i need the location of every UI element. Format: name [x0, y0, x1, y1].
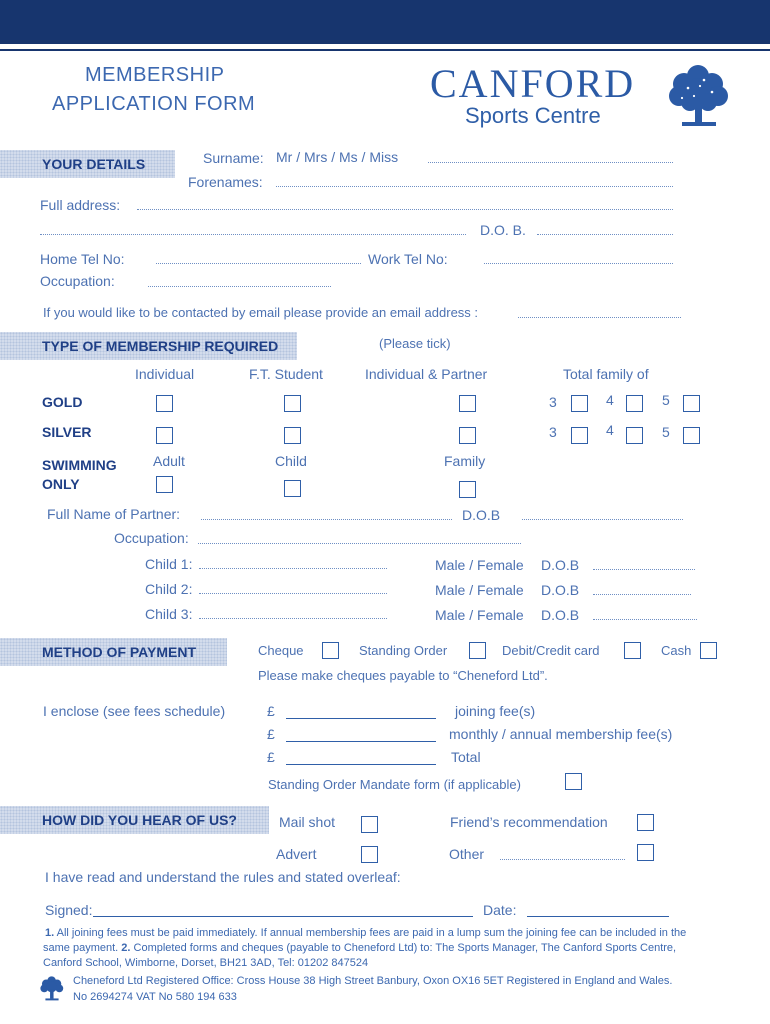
gold-partner-checkbox[interactable]	[459, 395, 476, 412]
silver-individual-checkbox[interactable]	[156, 427, 173, 444]
email-prompt: If you would like to be contacted by email please provide an email address :	[43, 305, 479, 320]
swim-adult-label: Adult	[153, 453, 185, 469]
surname-label: Surname:	[203, 150, 264, 166]
work-tel-field[interactable]	[484, 263, 673, 264]
monthly-fee-label: monthly / annual membership fee(s)	[449, 726, 673, 742]
work-tel-label: Work Tel No:	[368, 251, 448, 267]
surname-field[interactable]	[428, 162, 673, 163]
card-checkbox[interactable]	[624, 642, 641, 659]
form-title-line1: MEMBERSHIP	[85, 64, 225, 86]
gold-family-3-checkbox[interactable]	[571, 395, 588, 412]
section-title: YOUR DETAILS	[42, 156, 146, 172]
swim-adult-checkbox[interactable]	[156, 476, 173, 493]
swim-child-checkbox[interactable]	[284, 480, 301, 497]
family-4-label: 4	[606, 392, 614, 408]
top-rule	[0, 49, 770, 51]
silver-family-5-checkbox[interactable]	[683, 427, 700, 444]
family-5-label: 5	[662, 392, 670, 408]
logo-wordmark: CANFORD	[430, 61, 636, 106]
family-5-label: 5	[662, 424, 670, 440]
col-student: F.T. Student	[249, 366, 323, 382]
row-gold: GOLD	[42, 394, 83, 410]
row-swimming-only: ONLY	[42, 476, 80, 492]
address-field-line2[interactable]	[40, 234, 466, 235]
date-label: Date:	[483, 902, 517, 918]
address-field-line1[interactable]	[137, 209, 673, 210]
child2-gender[interactable]: Male / Female	[435, 582, 524, 598]
logo-subtitle: Sports Centre	[465, 103, 601, 128]
child3-dob-field[interactable]	[593, 619, 697, 620]
col-family: Total family of	[563, 366, 649, 382]
standing-order-label: Standing Order	[359, 643, 448, 658]
col-partner: Individual & Partner	[365, 366, 488, 382]
section-hear	[0, 806, 269, 834]
family-3-label: 3	[549, 394, 557, 410]
silver-family-4-checkbox[interactable]	[626, 427, 643, 444]
gold-individual-checkbox[interactable]	[156, 395, 173, 412]
monthly-fee-field[interactable]	[286, 741, 436, 742]
note1-text: All joining fees must be paid immediately. If annual membership fees are paid in a lump sum the joining fee can be included in the	[56, 927, 687, 939]
row-swimming: SWIMMING	[42, 457, 117, 473]
tree-logo-icon	[668, 62, 730, 128]
child1-dob-label: D.O.B	[541, 557, 580, 573]
signature-field[interactable]	[93, 916, 473, 917]
card-label: Debit/Credit card	[502, 643, 600, 658]
registered-office-line2: No 2694274 VAT No 580 194 633	[73, 991, 237, 1003]
child1-gender[interactable]: Male / Female	[435, 557, 524, 573]
family-3-label: 3	[549, 424, 557, 440]
partner-dob-label: D.O.B	[462, 507, 501, 523]
dob-field[interactable]	[537, 234, 673, 235]
please-tick-note: (Please tick)	[379, 336, 451, 351]
section-title: METHOD OF PAYMENT	[42, 644, 197, 660]
email-field[interactable]	[518, 317, 681, 318]
child2-name-field[interactable]	[199, 593, 387, 594]
address-label: Full address:	[40, 197, 121, 213]
payable-note: Please make cheques payable to “Cheneford Ltd”.	[258, 668, 548, 683]
child2-dob-label: D.O.B	[541, 582, 580, 598]
title-options: Mr / Mrs / Ms / Miss	[276, 149, 399, 165]
child1-name-field[interactable]	[199, 568, 387, 569]
swim-family-checkbox[interactable]	[459, 481, 476, 498]
home-tel-label: Home Tel No:	[40, 251, 125, 267]
note2-text: Completed forms and cheques (payable to Cheneford Ltd) to: The Sports Manager, The Canford Sports Centre,	[133, 942, 677, 954]
signed-label: Signed:	[45, 902, 93, 918]
mandate-label: Standing Order Mandate form (if applicable)	[268, 777, 521, 792]
section-payment	[0, 638, 227, 666]
partner-name-field[interactable]	[201, 519, 452, 520]
note1-number: 1.	[45, 927, 55, 939]
friend-label: Friend’s recommendation	[450, 814, 608, 830]
currency-symbol: £	[267, 749, 275, 765]
advert-label: Advert	[276, 846, 317, 862]
top-banner	[0, 0, 770, 44]
forenames-field[interactable]	[276, 186, 673, 187]
cheque-checkbox[interactable]	[322, 642, 339, 659]
mail-shot-checkbox[interactable]	[361, 816, 378, 833]
child1-label: Child 1:	[145, 556, 193, 572]
friend-checkbox[interactable]	[637, 814, 654, 831]
partner-occupation-label: Occupation:	[114, 530, 189, 546]
other-field[interactable]	[500, 859, 625, 860]
partner-dob-field[interactable]	[522, 519, 683, 520]
section-title: HOW DID YOU HEAR OF US?	[42, 812, 237, 828]
small-tree-icon	[40, 975, 64, 1001]
silver-family-3-checkbox[interactable]	[571, 427, 588, 444]
mail-shot-label: Mail shot	[279, 814, 336, 830]
enclose-label: I enclose (see fees schedule)	[43, 703, 226, 719]
date-field[interactable]	[527, 916, 669, 917]
other-label: Other	[449, 846, 485, 862]
mandate-checkbox[interactable]	[565, 773, 582, 790]
partner-occupation-field[interactable]	[198, 543, 521, 544]
declaration-text: I have read and understand the rules and stated overleaf:	[45, 869, 401, 885]
child3-gender[interactable]: Male / Female	[435, 607, 524, 623]
section-membership	[0, 332, 297, 360]
child3-label: Child 3:	[145, 606, 193, 622]
occupation-label: Occupation:	[40, 273, 115, 289]
note1-cont: same payment.	[43, 942, 119, 954]
family-4-label: 4	[606, 422, 614, 438]
child3-name-field[interactable]	[199, 618, 387, 619]
row-silver: SILVER	[42, 424, 92, 440]
dob-label: D.O. B.	[480, 222, 526, 238]
registered-office-line1: Cheneford Ltd Registered Office: Cross House 38 High Street Banbury, Oxon OX16 5ET Registered in England and Wales.	[73, 975, 673, 987]
total-label: Total	[451, 749, 481, 765]
note2-number: 2.	[121, 942, 131, 954]
currency-symbol: £	[267, 726, 275, 742]
swim-family-label: Family	[444, 453, 486, 469]
silver-student-checkbox[interactable]	[284, 427, 301, 444]
child3-dob-label: D.O.B	[541, 607, 580, 623]
joining-fee-field[interactable]	[286, 718, 436, 719]
other-checkbox[interactable]	[637, 844, 654, 861]
forenames-label: Forenames:	[188, 174, 263, 190]
cash-label: Cash	[661, 643, 692, 658]
col-individual: Individual	[135, 366, 195, 382]
home-tel-field[interactable]	[156, 263, 361, 264]
child1-dob-field[interactable]	[593, 569, 695, 570]
section-title: TYPE OF MEMBERSHIP REQUIRED	[42, 338, 279, 354]
advert-checkbox[interactable]	[361, 846, 378, 863]
silver-partner-checkbox[interactable]	[459, 427, 476, 444]
gold-family-4-checkbox[interactable]	[626, 395, 643, 412]
cheque-label: Cheque	[258, 643, 304, 658]
section-your-details	[0, 150, 175, 178]
form-title-line2: APPLICATION FORM	[52, 93, 256, 115]
currency-symbol: £	[267, 703, 275, 719]
gold-family-5-checkbox[interactable]	[683, 395, 700, 412]
footer-note-2-cont: Canford School, Wimborne, Dorset, BH21 3AD, Tel: 01202 847524	[43, 957, 369, 969]
partner-name-label: Full Name of Partner:	[47, 506, 181, 522]
gold-student-checkbox[interactable]	[284, 395, 301, 412]
standing-order-checkbox[interactable]	[469, 642, 486, 659]
joining-fee-label: joining fee(s)	[455, 703, 536, 719]
cash-checkbox[interactable]	[700, 642, 717, 659]
child2-dob-field[interactable]	[593, 594, 691, 595]
total-field[interactable]	[286, 764, 436, 765]
occupation-field[interactable]	[148, 286, 331, 287]
child2-label: Child 2:	[145, 581, 193, 597]
swim-child-label: Child	[275, 453, 307, 469]
